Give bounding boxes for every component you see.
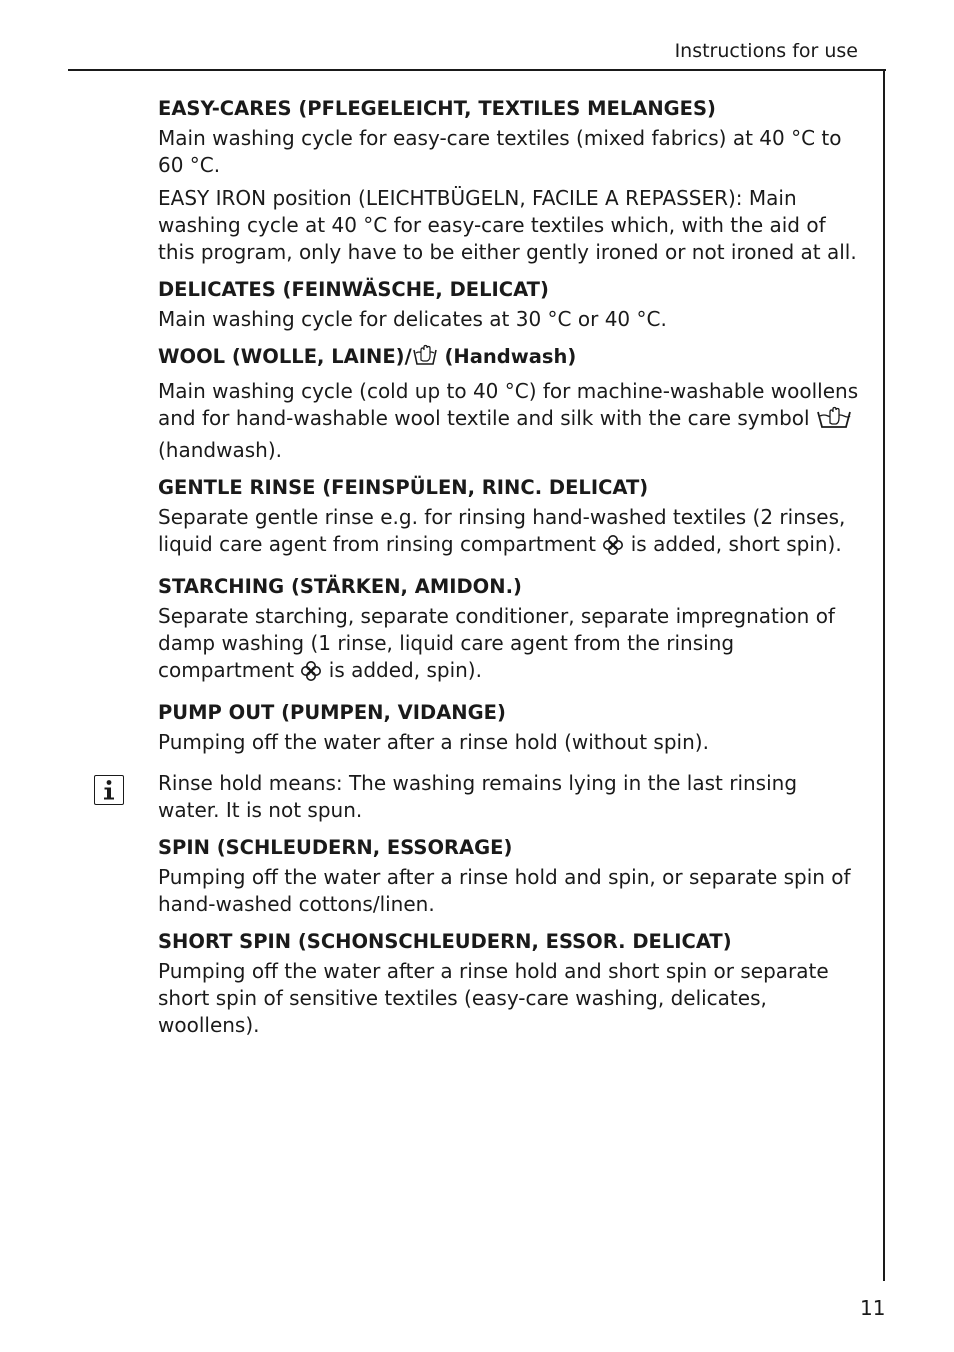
section-gentle-rinse	[158, 474, 863, 563]
section-title-prefix: WOOL (WOLLE, LAINE)/	[158, 345, 412, 368]
section-title: SPIN (SCHLEUDERN, ESSORAGE)	[158, 836, 513, 859]
side-divider	[883, 69, 885, 1281]
section-paragraph	[158, 504, 863, 563]
section-wool	[158, 343, 863, 464]
section-paragraph: Pumping off the water after a rinse hold and spin, or separate spin of hand-washed cottons/linen.	[158, 865, 851, 916]
section-title: STARCHING (STÄRKEN, AMIDON.)	[158, 575, 522, 598]
section-paragraph: Pumping off the water after a rinse hold (without spin).	[158, 730, 709, 754]
note-text: Rinse hold means: The washing remains lying in the last rinsing water. It is not spun.	[158, 771, 798, 822]
paragraph-suffix: is added, spin).	[328, 658, 482, 682]
section-title-suffix: (Handwash)	[444, 345, 577, 368]
section-delicates	[158, 276, 863, 333]
section-paragraph	[158, 603, 863, 689]
header-divider	[68, 69, 886, 71]
section-paragraph: Main washing cycle for easy-care textiles (mixed fabrics) at 40 °C to 60 °C.	[158, 126, 842, 177]
handwash-icon	[816, 406, 852, 437]
page-number: 11	[860, 1296, 886, 1320]
main-content	[158, 95, 863, 1049]
section-spin	[158, 834, 863, 918]
info-icon	[94, 775, 124, 805]
section-title: PUMP OUT (PUMPEN, VIDANGE)	[158, 701, 506, 724]
header-title: Instructions for use	[674, 40, 858, 62]
section-starching	[158, 573, 863, 689]
section-easy-cares	[158, 95, 863, 266]
section-title: EASY-CARES (PFLEGELEICHT, TEXTILES MELANGES)	[158, 97, 716, 120]
paragraph-suffix: is added, short spin).	[630, 532, 842, 556]
section-paragraph	[158, 378, 863, 464]
section-paragraph: Main washing cycle for delicates at 30 °C or 40 °C.	[158, 307, 667, 331]
paragraph-prefix: Separate starching, separate conditioner, separate impregnation of damp washing (1 rinse, liquid care agent from the rinsing compartment	[158, 604, 835, 682]
section-paragraph: Pumping off the water after a rinse hold and short spin or separate short spin of sensitive textiles (easy-care washing, delicates, woollens).	[158, 959, 829, 1037]
handwash-icon	[412, 344, 438, 375]
info-note	[158, 770, 863, 824]
section-paragraph: EASY IRON position (LEICHTBÜGELN, FACILE A REPASSER): Main washing cycle at 40 °C for easy-care textiles which, with the aid of this program, only have to be either gently ironed or not ironed at all.	[158, 186, 857, 264]
paragraph-prefix: Main washing cycle (cold up to 40 °C) for machine-washable woollens and for hand-washable wool textile and silk with the care symbol	[158, 379, 859, 430]
paragraph-suffix: (handwash).	[158, 438, 282, 462]
section-title: SHORT SPIN (SCHONSCHLEUDERN, ESSOR. DELICAT)	[158, 930, 732, 953]
section-title	[158, 343, 863, 375]
section-pump-out	[158, 699, 863, 756]
paragraph-prefix: Separate gentle rinse e.g. for rinsing hand-washed textiles (2 rinses, liquid care agent from rinsing compartment	[158, 505, 846, 556]
section-short-spin	[158, 928, 863, 1039]
section-title: DELICATES (FEINWÄSCHE, DELICAT)	[158, 278, 549, 301]
fabric-softener-flower-icon	[602, 534, 624, 563]
fabric-softener-flower-icon	[300, 660, 322, 689]
section-title: GENTLE RINSE (FEINSPÜLEN, RINC. DELICAT)	[158, 476, 649, 499]
